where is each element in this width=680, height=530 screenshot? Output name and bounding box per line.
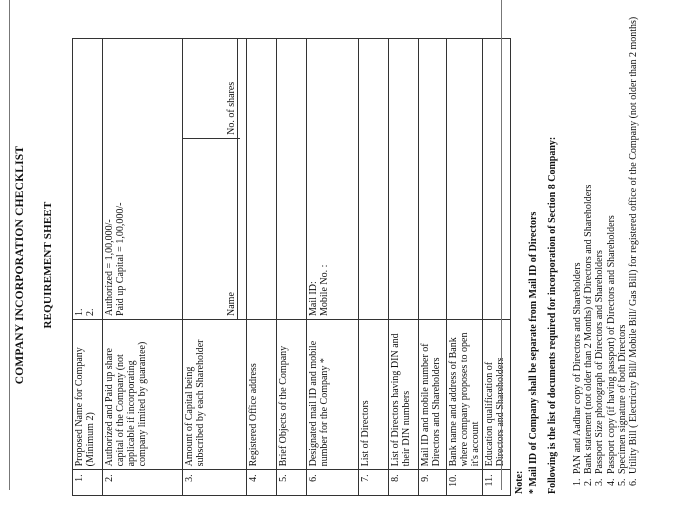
list-item: 6. Utility Bill ( Electricity Bill/ Mobile Bill/ Gas Bill) for registered office of the Company (not older than 2 months) [628, 0, 639, 476]
row-value [483, 39, 511, 320]
subtable-cell [237, 138, 240, 319]
row-value [183, 39, 247, 320]
value-line: 1. [74, 308, 85, 316]
row-value [389, 39, 419, 320]
table-row [277, 39, 307, 496]
subtable-header: No. of shares [183, 39, 237, 138]
row-label: Bank name and address of Bank where company proposes to open it's account [447, 319, 483, 469]
row-number: 4. [247, 470, 277, 496]
row-value [247, 39, 277, 320]
value-line: 2. [85, 308, 96, 316]
row-label: Mail ID and mobile number of Directors and Shareholders [419, 319, 447, 469]
row-value [307, 39, 359, 320]
row-number: 9. [419, 470, 447, 496]
row-value [447, 39, 483, 320]
table-row [307, 39, 359, 496]
value-line: Paid up Capital = 1,00,000/- [115, 202, 126, 316]
row-number: 8. [389, 470, 419, 496]
row-label: Designated mail ID and mobile number for the Company * [307, 319, 359, 469]
table-row [359, 39, 389, 496]
documents-heading: Following is the list of documents required for incorporation of Section 8 Company: [547, 136, 558, 494]
row-label: Brief Objects of the Company [277, 319, 307, 469]
value-line: Authorized = 1,00,000/- [104, 219, 115, 316]
list-item: 1. PAN and Aadhar copy of Directors and Shareholders [572, 0, 583, 476]
note-text: * Mail ID of Company shall be separate from Mail ID of Directors [528, 211, 539, 494]
row-value [73, 39, 103, 320]
row-label: Proposed Name for Company (Minimum 2) [73, 319, 103, 469]
row-label: Amount of Capital being subscribed by each Shareholder [183, 319, 247, 469]
row-value [103, 39, 183, 320]
table-row [419, 39, 447, 496]
document-subtitle: REQUIREMENT SHEET [42, 201, 54, 329]
row-value [419, 39, 447, 320]
documents-list [572, 0, 639, 494]
value-line: Mail ID: [308, 281, 319, 316]
table-row [247, 39, 277, 496]
list-item: 5. Specimen signature of both Directors [617, 0, 628, 476]
row-label: List of Directors [359, 319, 389, 469]
subtable-header: Name [225, 292, 237, 316]
row-number: 5. [277, 470, 307, 496]
table-row [73, 39, 103, 496]
table-row [483, 39, 511, 496]
row-number: 2. [103, 470, 183, 496]
row-value [359, 39, 389, 320]
row-number: 1. [73, 470, 103, 496]
table-row [447, 39, 483, 496]
value-line: Mobile No. : [319, 264, 330, 316]
list-item: 2. Bank statement (not older than 2 Months) of Directors and Shareholders [583, 0, 594, 476]
row-number: 6. [307, 470, 359, 496]
row-label: Education qualification of Directors and Shareholders [483, 319, 511, 469]
row-value [277, 39, 307, 320]
shareholder-subtable [183, 39, 240, 319]
row-number: 7. [359, 470, 389, 496]
requirement-table [72, 38, 511, 496]
top-rule [9, 0, 10, 490]
table-row [103, 39, 183, 496]
list-item: 4. Passport copy (if having passport) of Directors and Shareholders [606, 0, 617, 476]
subtable-cell [237, 39, 240, 138]
table-row [389, 39, 419, 496]
row-number: 10. [447, 470, 483, 496]
bottom-rule [501, 0, 502, 490]
row-number: 11. [483, 470, 511, 496]
table-row [183, 39, 247, 496]
row-label: Authorized and Paid up share capital of the Company (not applicable if incorporating company limited by guarantee) [103, 319, 183, 469]
row-label: List of Directors having DIN and their DIN numbers [389, 319, 419, 469]
document-title: COMPANY INCORPORATION CHECKLIST [14, 145, 26, 385]
row-label: Registered Office address [247, 319, 277, 469]
list-item: 3. Passport Size photograph of Directors and Shareholders [594, 0, 605, 476]
row-number: 3. [183, 470, 247, 496]
note-label: Note: [514, 470, 525, 494]
